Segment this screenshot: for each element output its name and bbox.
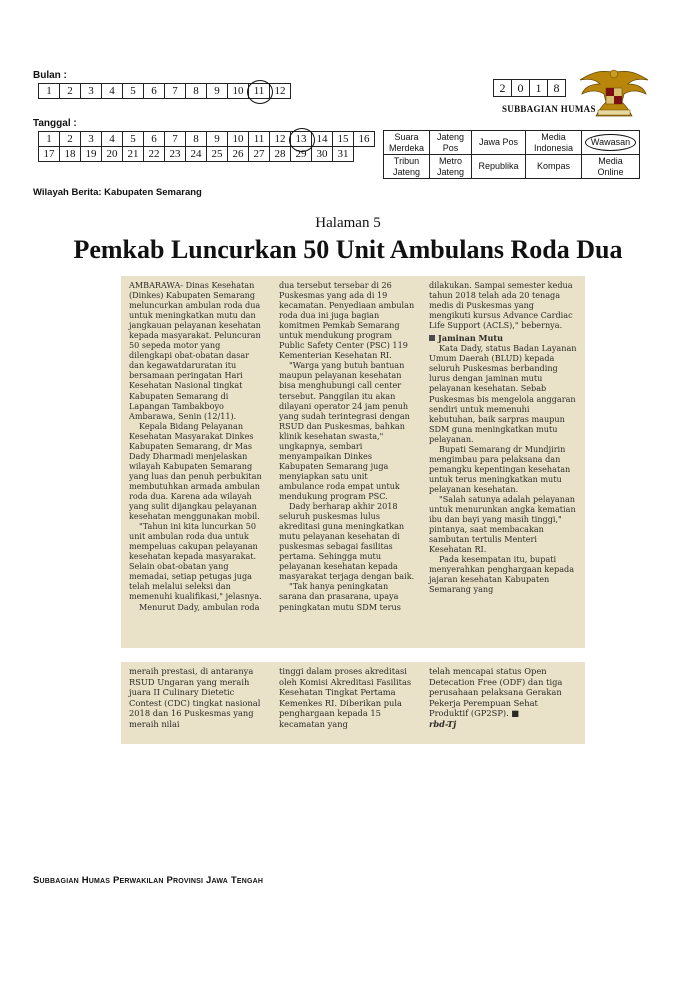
year-digit-cell: 1 [530, 80, 548, 97]
paragraph: Dady berharap akhir 2018 seluruh puskesmas lulus akreditasi guna meningkatkan mutu pelayanan kesehatan di puskesmas sebagai fasilitas pertama. Sehingga mutu pelayanan kesehatan kepada masyarakat terjaga dengan baik. [279, 501, 415, 582]
date-cell: 10 [228, 132, 249, 147]
date-cell: 26 [228, 147, 249, 162]
bulan-label: Bulan : [33, 70, 67, 81]
paragraph: Kata Dady, status Badan Layanan Umum Daerah (BLUD) kepada seluruh Puskesmas berbanding lurus dengan jaminan mutu pelayanan kesehatan. Sebab Puskesmas bis mengelola anggaran sendiri untuk memenuhi kebutuhan, baik sarpras maupun SDM guna meningkatkan mutu pelayanan. [429, 343, 577, 444]
headline: Pemkab Luncurkan 50 Unit Ambulans Roda Dua [73, 235, 623, 264]
date-cell: 9 [207, 132, 228, 147]
media-cell: Media Indonesia [526, 131, 582, 155]
date-cell: 30 [312, 147, 333, 162]
footer: Subbagian Humas Perwakilan Provinsi Jawa Tengah [33, 875, 264, 886]
date-cell: 21 [123, 147, 144, 162]
date-cell: 19 [81, 147, 102, 162]
month-cell: 2 [60, 84, 81, 99]
month-cell: 11 [249, 84, 270, 99]
article-column-5 [279, 666, 419, 729]
paragraph: Bupati Semarang dr Mundjirin mengimbau para pelaksana dan pemangku kepentingan kesehatan untuk terus meningkatkan mutu pelayanan kesehatan. [429, 443, 571, 494]
article-column-6 [429, 666, 577, 729]
media-table [383, 130, 640, 179]
date-cell: 28 [270, 147, 291, 162]
month-cell: 10 [228, 84, 249, 99]
year-digit-cell: 0 [512, 80, 530, 97]
wilayah-berita: Wilayah Berita: Kabupaten Semarang [33, 187, 202, 198]
date-cell: 14 [312, 132, 333, 147]
paragraph: Menurut Dady, ambulan roda [139, 601, 260, 612]
author-signature: rbd-Tj [429, 718, 457, 729]
paragraph: tinggi dalam proses akreditasi oleh Komisi Akreditasi Fasilitas Kesehatan Tingkat Pertama Kemenkes RI. Diberikan pula penghargaan kepada 15 kecamatan yang [279, 666, 412, 729]
date-cell: 1 [39, 132, 60, 147]
month-cell: 4 [102, 84, 123, 99]
date-cell: 6 [144, 132, 165, 147]
subbagian-label: SUBBAGIAN HUMAS [502, 104, 596, 114]
month-cell: 8 [186, 84, 207, 99]
article-column-4 [129, 666, 269, 729]
newspaper-clipping-continued [121, 662, 585, 744]
media-cell: Jateng Pos [430, 131, 472, 155]
month-cell: 12 [270, 84, 291, 99]
month-cell: 3 [81, 84, 102, 99]
month-cell: 7 [165, 84, 186, 99]
date-cell: 12 [270, 132, 291, 147]
media-cell: Wawasan [582, 131, 640, 155]
date-cell: 8 [186, 132, 207, 147]
date-cell: 11 [249, 132, 270, 147]
date-cell: 29 [291, 147, 312, 162]
date-cell: 5 [123, 132, 144, 147]
date-cell: 4 [102, 132, 123, 147]
year-digit-cell: 2 [494, 80, 512, 97]
month-table [38, 83, 291, 99]
date-cell: 7 [165, 132, 186, 147]
date-cell: 18 [60, 147, 81, 162]
subheading: Jaminan Mutu [429, 333, 577, 343]
date-cell: 24 [186, 147, 207, 162]
paragraph: "Salah satunya adalah pelayanan untuk menurunkan angka kematian ibu dan bayi yang masih tinggi," pintanya, saat membacakan sambutan tertulis Menteri Kesehatan RI. [429, 493, 576, 555]
article-column-3 [429, 280, 577, 594]
date-cell: 2 [60, 132, 81, 147]
date-cell: 27 [249, 147, 270, 162]
media-cell: Republika [472, 155, 526, 179]
media-cell: Jawa Pos [472, 131, 526, 155]
year-digit-cell: 8 [548, 80, 566, 97]
page-number: Halaman 5 [315, 215, 381, 231]
date-cell: 3 [81, 132, 102, 147]
paragraph: Pada kesempatan itu, bupati menyerahkan penghargaan kepada jajaran kesehatan Kabupaten Semarang yang [429, 554, 575, 595]
tanggal-label: Tanggal : [33, 118, 77, 129]
article-column-1 [129, 280, 265, 612]
article-column-2 [279, 280, 415, 612]
paragraph: AMBARAWA- Dinas Kesehatan (Dinkes) Kabupaten Semarang meluncurkan ambulan roda dua untuk meningkatkan mutu dan jangkauan pelayanan kesehatan kepada masyarakat. Peluncuran 50 sepeda motor yang dilengkapi obat-obatan dasar dan kegawatdaruratan itu bersamaan peringatan Hari Kesehatan Nasional tingkat Kabupaten Semarang di Lapangan Tambakboyo Ambarawa, Senin (12/11). [129, 280, 261, 421]
date-cell: 23 [165, 147, 186, 162]
paragraph: dua tersebut tersebar di 26 Puskesmas yang ada di 19 kecamatan. Penyediaan ambulan roda dua ini juga bagian komitmen Pemkab Semarang untuk mendukung program Public Safety Center (PSC) 119 Kementerian Kesehatan RI. [279, 280, 415, 361]
date-cell: 31 [333, 147, 354, 162]
media-cell: Suara Merdeka [384, 131, 430, 155]
media-cell: Tribun Jateng [384, 155, 430, 179]
month-cell: 6 [144, 84, 165, 99]
paragraph: meraih prestasi, di antaranya RSUD Ungaran yang meraih juara II Culinary Dietetic Contest (CDC) tingkat nasional 2018 dan 16 Puskesmas yang meraih nilai [129, 666, 261, 729]
date-cell: 15 [333, 132, 354, 147]
year-table [493, 79, 566, 97]
paragraph: Kepala Bidang Pelayanan Kesehatan Masyarakat Dinkes Kabupaten Semarang, dr Mas Dady Dharmadi menjelaskan wilayah Kabupaten Semarang yang luas dan penuh perbukitan membutuhkan armada ambulan roda dua. Karena ada wilayah yang sulit dijangkau pelayanan kesehatan menggunakan mobil. [129, 420, 262, 522]
month-cell: 9 [207, 84, 228, 99]
media-cell: Metro Jateng [430, 155, 472, 179]
newspaper-clipping [121, 276, 585, 648]
date-cell: 17 [39, 147, 60, 162]
date-cell: 20 [102, 147, 123, 162]
media-cell: Kompas [526, 155, 582, 179]
date-cell: 13 [291, 132, 312, 147]
date-cell: 16 [354, 132, 375, 147]
paragraph: dilakukan. Sampai semester kedua tahun 2018 telah ada 20 tenaga medis di Puskesmas yang mengikuti kursus Advance Cardiac Life Support (ACLS)," bebernya. [429, 280, 573, 331]
paragraph: "Warga yang butuh bantuan maupun pelayanan kesehatan bisa menghubungi call center tersebut. Panggilan itu akan dilayani operator 24 jam penuh yang sudah terintegrasi dengan RSUD dan Puskesmas, bahkan klinik kesehatan swasta," ungkapnya, sembari menyampaikan Dinkes Kabupaten Semarang juga menyiapkan satu unit ambulance roda empat untuk mendukung program PSC. [279, 360, 410, 501]
month-cell: 1 [39, 84, 60, 99]
date-cell: 25 [207, 147, 228, 162]
month-cell: 5 [123, 84, 144, 99]
date-cell: 22 [144, 147, 165, 162]
paragraph: "Tahun ini kita luncurkan 50 unit ambulan roda dua untuk mempeluas cakupan pelayanan kesehatan kepada masyarakat. Selain obat-obatan yang memadai, setiap petugas juga telah melalui seleksi dan memenuhi kualifikasi," jelasnya. [129, 521, 262, 602]
paragraph: "Tak hanya peningkatan sarana dan prasarana, upaya peningkatan mutu SDM terus [279, 581, 401, 612]
date-table [38, 131, 375, 162]
media-cell: Media Online [582, 155, 640, 179]
paragraph: telah mencapai status Open Detecation Free (ODF) dan tiga perusahaan pelaksana Gerakan Pekerja Perempuan Sehat Produktif (GP2SP). ■ [429, 666, 563, 718]
